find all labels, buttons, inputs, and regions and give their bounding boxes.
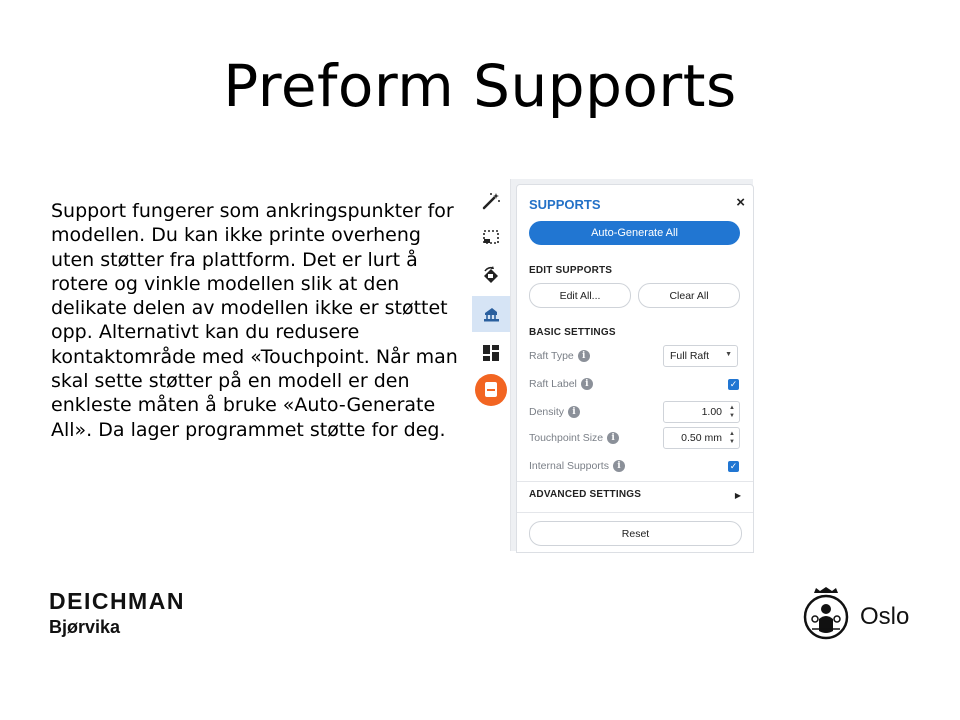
slide-body-text: Support fungerer som ankringspunkter for modellen. Du kan ikke printe overheng uten støtter fra plattform. Det er lurt å rotere og vinkle modellen slik at den delikate delen av modellen ikke er støttet opp. Alternativt kan du redusere kontaktområde med «Touchpoint. Når man skal sette støtter på en modell er den enkleste måten å bruke «Auto-Generate All». Da lager programmet støtte for deg. xyxy=(51,200,458,441)
internal-supports-label: Internal Supports xyxy=(529,460,609,472)
raft-label-label: Raft Label xyxy=(529,378,577,390)
panel-title: SUPPORTS xyxy=(529,197,601,212)
slide-title: Preform Supports xyxy=(223,52,737,120)
internal-supports-checkbox[interactable]: ✓ xyxy=(729,461,738,471)
touchpoint-input[interactable] xyxy=(663,427,740,449)
advanced-settings-heading[interactable]: ADVANCED SETTINGS xyxy=(529,489,642,500)
divider xyxy=(517,481,753,482)
stepper-icon[interactable]: ▲ ▼ xyxy=(729,431,735,445)
oslo-seal-icon xyxy=(802,585,850,641)
raft-type-select[interactable] xyxy=(663,345,738,367)
info-icon[interactable]: i xyxy=(578,350,590,362)
density-label: Density xyxy=(529,406,565,418)
raft-type-label: Raft Type xyxy=(529,350,574,362)
supports-panel xyxy=(516,184,754,553)
chevron-right-icon[interactable]: ▶ xyxy=(734,491,741,500)
raft-type-row xyxy=(529,350,590,362)
touchpoint-value: 0.50 mm xyxy=(681,432,722,444)
layout-icon[interactable] xyxy=(472,335,510,371)
oslo-logo-text: Oslo xyxy=(860,603,910,630)
close-icon[interactable]: × xyxy=(736,194,745,211)
raft-label-row xyxy=(529,378,593,390)
touchpoint-label: Touchpoint Size xyxy=(529,432,604,444)
basic-settings-heading: BASIC SETTINGS xyxy=(529,327,616,338)
preform-screenshot xyxy=(472,179,753,551)
edit-supports-heading: EDIT SUPPORTS xyxy=(529,265,613,276)
info-icon[interactable]: i xyxy=(581,378,593,390)
raft-type-value: Full Raft xyxy=(670,350,710,362)
divider xyxy=(517,512,753,513)
selection-icon[interactable] xyxy=(472,219,510,255)
chevron-down-icon: ▼ xyxy=(725,351,732,358)
density-input[interactable] xyxy=(663,401,740,423)
orientation-icon[interactable] xyxy=(472,258,510,294)
density-row xyxy=(529,406,580,418)
deichman-branch: Bjørvika xyxy=(49,617,121,637)
raft-label-checkbox[interactable]: ✓ xyxy=(729,379,738,389)
touchpoint-row xyxy=(529,432,619,444)
supports-icon[interactable] xyxy=(472,296,510,332)
info-icon[interactable]: i xyxy=(607,432,619,444)
internal-supports-row xyxy=(529,460,625,472)
magic-wand-icon[interactable] xyxy=(472,183,510,219)
density-value: 1.00 xyxy=(701,406,722,418)
auto-generate-all-button[interactable]: Auto-Generate All xyxy=(529,221,740,245)
stepper-icon[interactable]: ▲ ▼ xyxy=(729,405,735,419)
tool-sidebar xyxy=(472,179,511,551)
deichman-logo: DEICHMAN xyxy=(49,588,185,614)
info-icon[interactable]: i xyxy=(613,460,625,472)
clear-all-button[interactable]: Clear All xyxy=(638,283,740,308)
reset-button[interactable]: Reset xyxy=(529,521,742,546)
edit-all-button[interactable]: Edit All... xyxy=(529,283,631,308)
print-icon[interactable] xyxy=(472,372,510,408)
info-icon[interactable]: i xyxy=(568,406,580,418)
